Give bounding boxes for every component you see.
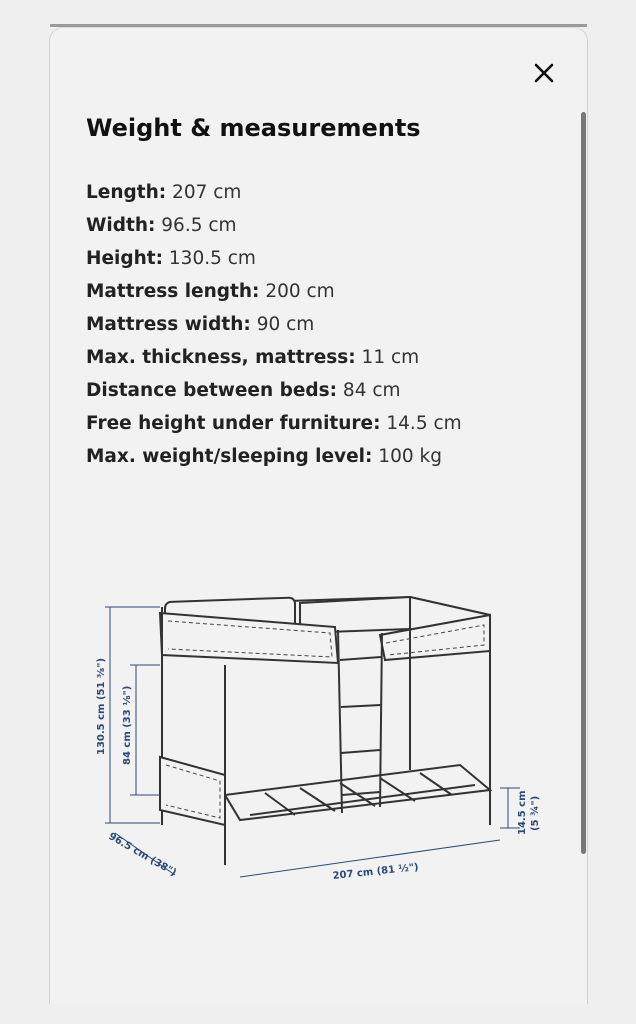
close-icon bbox=[533, 62, 555, 84]
distance-dimension-label: 84 cm (33 ⅛") bbox=[122, 685, 133, 765]
width-dimension-label: 96.5 cm (38") bbox=[106, 831, 179, 879]
height-dimension-label: 130.5 cm (51 ⅜") bbox=[96, 657, 107, 755]
scrollbar[interactable] bbox=[581, 112, 586, 854]
close-button[interactable] bbox=[527, 56, 561, 90]
spec-list bbox=[86, 176, 462, 473]
spec-mattress-width: Mattress width: 90 cm bbox=[86, 314, 315, 335]
spec-length: Length: 207 cm bbox=[86, 182, 242, 203]
length-dimension-label: 207 cm (81 ½") bbox=[332, 862, 420, 882]
free-height-dimension-label: 14.5 cm bbox=[517, 790, 528, 835]
spec-mattress-length: Mattress length: 200 cm bbox=[86, 281, 335, 302]
free-height-inch-label: (5 ¾") bbox=[530, 795, 541, 831]
dialog-title: Weight & measurements bbox=[86, 114, 421, 142]
spec-free-height: Free height under furniture: 14.5 cm bbox=[86, 413, 462, 434]
bunk-bed-diagram bbox=[80, 585, 560, 895]
bunk-bed-drawing bbox=[160, 597, 490, 865]
spec-distance-between-beds: Distance between beds: 84 cm bbox=[86, 380, 401, 401]
spec-mattress-thickness: Max. thickness, mattress: 11 cm bbox=[86, 347, 420, 368]
spec-height: Height: 130.5 cm bbox=[86, 248, 256, 269]
spec-max-weight: Max. weight/sleeping level: 100 kg bbox=[86, 446, 442, 467]
spec-width: Width: 96.5 cm bbox=[86, 215, 237, 236]
